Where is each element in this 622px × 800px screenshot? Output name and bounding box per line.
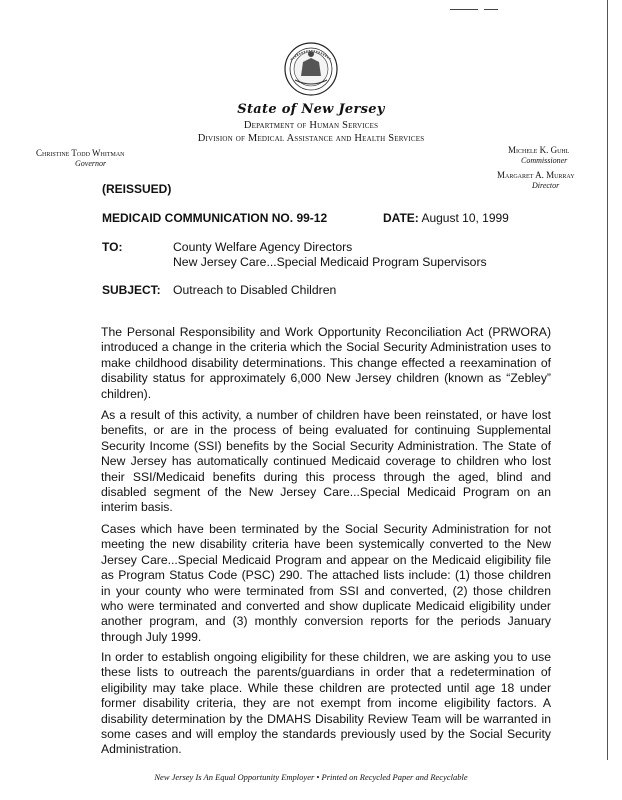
paragraph-2 [101, 408, 551, 516]
to-label: TO: [102, 240, 123, 254]
governor-name: Christine Todd Whitman [36, 148, 125, 158]
state-seal-icon [283, 40, 339, 98]
footer-equal-opportunity: New Jersey Is An Equal Opportunity Employer [154, 772, 315, 782]
footer-bullet-icon: • [316, 772, 320, 782]
date-line [383, 211, 509, 225]
paragraph-4 [101, 650, 551, 758]
state-name: State of New Jersey [237, 102, 385, 117]
paragraph-1 [101, 325, 551, 402]
paragraph-text: Cases which have been terminated by the Social Security Administration for not meeting the new disability criteria have been systemically converted to the New Jersey Care...Special Medicaid Program and appear on the Medicaid eligibility file as Program Status Code (PSC) 290. The attached lists include: (1) those children in your county who were terminated from SSI and converted, (2) those children who were terminated and converted and show duplicate Medicaid eligibility under another program, and (3) monthly conversion reports for the periods January through July 1999. [101, 522, 551, 644]
director-title: Director [532, 181, 560, 190]
department-name: Department of Human Services [243, 120, 379, 131]
to-recipient-2: New Jersey Care...Special Medicaid Program Supervisors [173, 255, 487, 269]
commissioner-name: Michele K. Guhl [508, 145, 570, 155]
reissued-label: (REISSUED) [102, 182, 172, 196]
communication-label: MEDICAID COMMUNICATION NO. [102, 211, 294, 225]
subject-value: Outreach to Disabled Children [173, 283, 337, 297]
top-rule-left [450, 9, 478, 10]
paragraph-text: The Personal Responsibility and Work Opportunity Reconciliation Act (PRWORA) introduced a change in the criteria which the Social Security Administration uses to make childhood disability determinations. This change effected a reexamination of disability status for approximately 6,000 New Jersey children (known as “Zebley” children). [101, 325, 551, 401]
director-name: Margaret A. Murray [497, 170, 575, 180]
date-label: DATE: [383, 211, 419, 225]
footer-recycled-paper: Printed on Recycled Paper and Recyclable [321, 772, 468, 782]
paragraph-text: As a result of this activity, a number of children have been reinstated, or have lost benefits, or are in the process of being evaluated for continuing Supplemental Security Income (SSI) benefits by the Social Security Administration. The State of New Jersey has automatically continued Medicaid coverage to children who lost their SSI/Medicaid benefits during this process through the aged, blind and disabled segment of the New Jersey Care...Special Medicaid Program on an interim basis. [101, 408, 551, 515]
footer [0, 772, 622, 782]
commissioner-title: Commissioner [521, 156, 568, 165]
governor-title: Governor [75, 159, 107, 168]
communication-number-label [102, 211, 327, 225]
top-rule-right [484, 9, 498, 10]
division-name: Division of Medical Assistance and Health Services [197, 133, 425, 144]
subject-label: SUBJECT: [102, 283, 161, 297]
paragraph-3 [101, 522, 551, 645]
date-value: August 10, 1999 [421, 211, 509, 225]
to-recipient-1: County Welfare Agency Directors [173, 240, 353, 254]
communication-number: 99-12 [296, 211, 328, 225]
paragraph-text: In order to establish ongoing eligibility for these children, we are asking you to use these lists to outreach the parents/guardians in order that a redetermination of eligibility may take place. While these children are protected until age 18 under former disability criteria, they are not exempt from income eligibility factors. A disability determination by the DMAHS Disability Review Team will be warranted in some cases and will employ the standards previously used by the Social Security Administration. [101, 650, 551, 757]
